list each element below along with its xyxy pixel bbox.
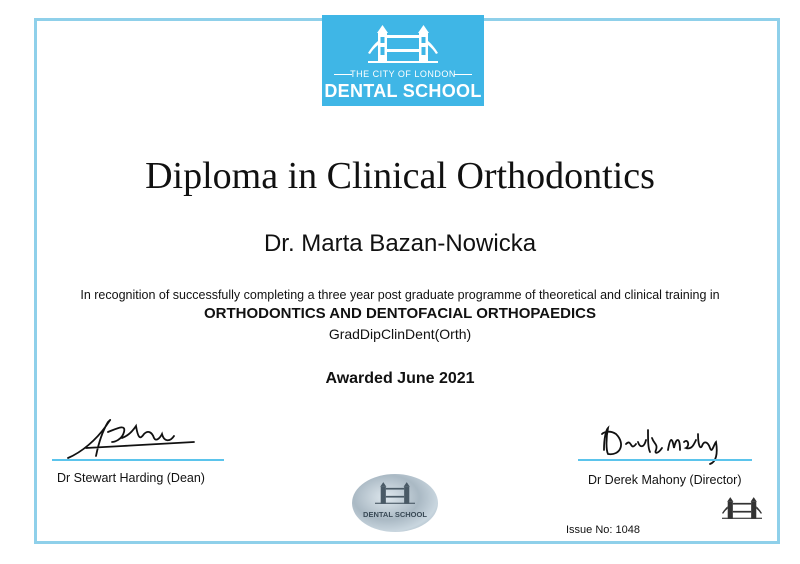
- seal-text: DENTAL SCHOOL: [363, 510, 427, 519]
- dean-signature: [62, 412, 202, 464]
- director-signature-line: [578, 459, 752, 461]
- school-logo: [322, 15, 484, 106]
- tower-bridge-icon: [722, 496, 762, 520]
- award-date: Awarded June 2021: [325, 370, 475, 387]
- tower-bridge-icon: [368, 23, 438, 65]
- logo-line-2: DENTAL SCHOOL: [324, 81, 482, 101]
- dean-signature-line: [52, 459, 224, 461]
- diploma-title: Diploma in Clinical Orthodontics: [145, 155, 655, 197]
- dean-name: Dr Stewart Harding (Dean): [57, 471, 205, 485]
- recipient-name: Dr. Marta Bazan-Nowicka: [263, 230, 537, 257]
- logo-line-1: THE CITY OF LONDON: [350, 69, 456, 79]
- subject-heading: ORTHODONTICS AND DENTOFACIAL ORTHOPAEDICS: [204, 305, 596, 322]
- recognition-text: In recognition of successfully completing a three year post graduate programme of theoretical and clinical training in: [80, 288, 720, 302]
- hologram-seal: [352, 474, 438, 532]
- tower-bridge-icon: [375, 478, 415, 508]
- degree-abbreviation: GradDipClinDent(Orth): [328, 326, 472, 342]
- issue-number: Issue No: 1048: [566, 524, 640, 536]
- director-name: Dr Derek Mahony (Director): [588, 473, 742, 487]
